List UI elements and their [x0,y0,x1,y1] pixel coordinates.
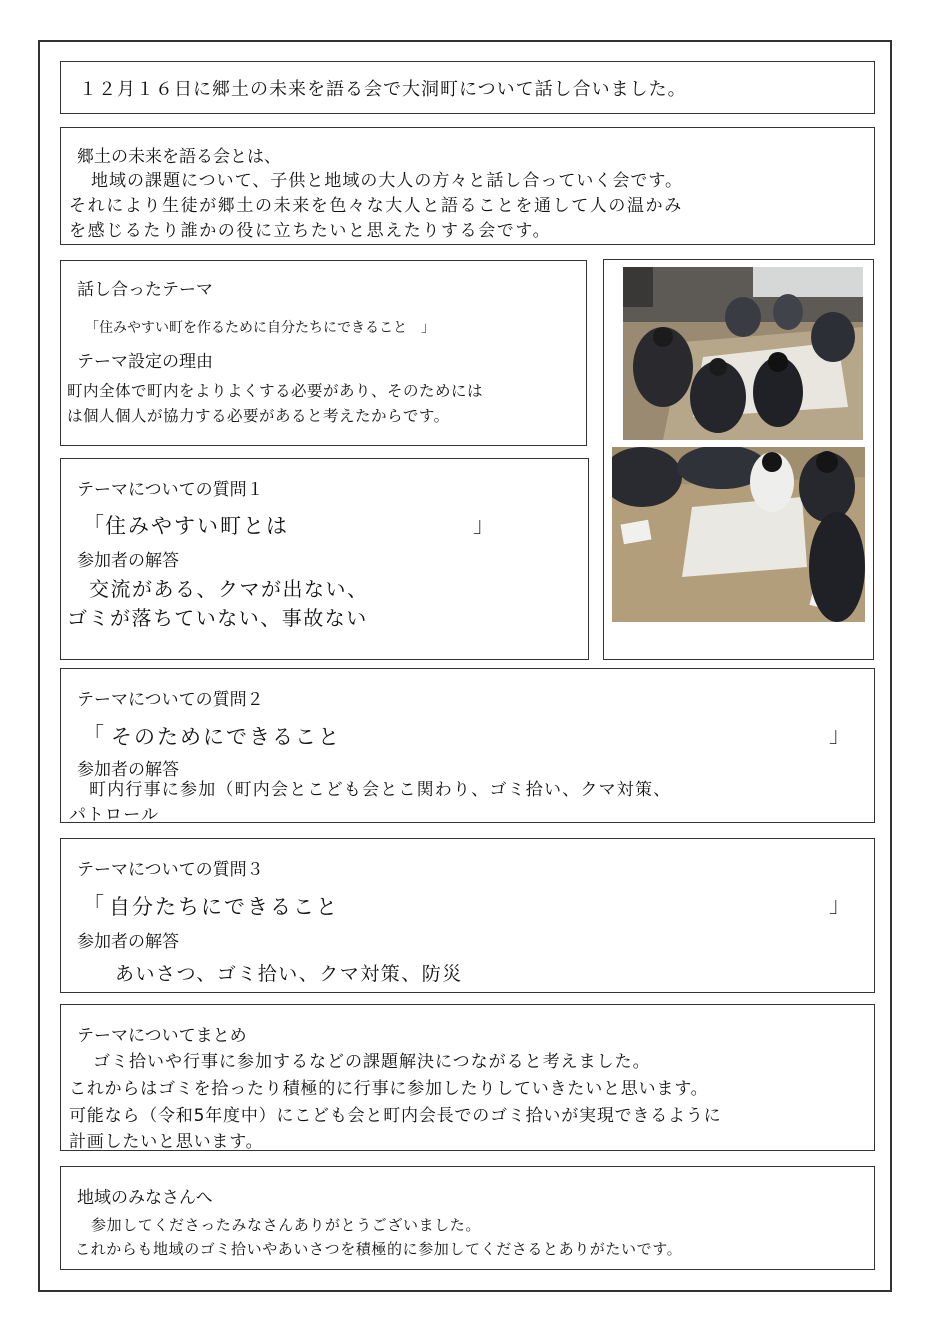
message-line-1: 参加してくださったみなさんありがとうございました。 [91,1216,482,1234]
question-2-label: テーマについての質問２ [77,690,264,710]
reason-label: テーマ設定の理由 [77,352,213,372]
theme-box [60,260,587,446]
intro-line-3: を感じるたり誰かの役に立ちたいと思えたりする会です。 [69,221,552,241]
question-1-box [60,458,589,660]
question-2-text: そのためにできること [111,725,341,749]
question-1-open-bracket: 「 [83,513,106,537]
summary-line-4: 計画したいと思います。 [69,1132,264,1152]
intro-line-1: 地域の課題について、子供と地域の大人の方々と話し合っていく会です。 [91,171,683,191]
question-3-answer-label: 参加者の解答 [77,932,179,952]
discussion-photo-2 [612,447,865,622]
message-box [60,1166,875,1270]
question-1-close-bracket: 」 [473,513,496,537]
question-1-label: テーマについての質問１ [77,480,264,500]
message-label: 地域のみなさんへ [77,1188,213,1208]
question-2-answer-line-1: 町内行事に参加（町内会とこども会とこ関わり、ゴミ拾い、クマ対策、 [89,780,672,800]
question-3-box [60,838,875,993]
summary-line-1: ゴミ拾いや行事に参加するなどの課題解決につながると考えました。 [93,1052,651,1072]
question-3-open-bracket: 「 [83,893,106,917]
question-1-answer-line-1: 交流がある、クマが出ない、 [89,577,369,601]
page-title: １２月１６日に郷土の未来を語る会で大洞町について話し合いました。 [79,79,687,100]
discussion-photo-1 [623,267,863,440]
question-2-answer-line-2: パトロール [69,805,160,825]
header-box [60,61,875,114]
message-line-2: これからも地域のゴミ拾いやあいさつを積極的に参加してくださるとありがたいです。 [75,1240,683,1258]
summary-line-2: これからはゴミを拾ったり積極的に行事に参加したりしていきたいと思います。 [69,1079,709,1099]
question-3-label: テーマについての質問３ [77,860,264,880]
intro-box [60,127,875,245]
question-1-answer-line-2: ゴミが落ちていない、事故ない [67,606,368,630]
question-3-answer-line-1: あいさつ、ゴミ拾い、クマ対策、防災 [115,963,463,985]
summary-line-3: 可能なら（令和5年度中）にこども会と町内会長でのゴミ拾いが実現できるように [69,1106,722,1126]
question-1-text: 住みやすい町とは [105,514,289,538]
question-2-open-bracket: 「 [83,723,106,747]
reason-line-1: 町内全体で町内をよりよくする必要があり、そのためには [67,382,484,400]
reason-line-2: は個人個人が協力する必要があると考えたからです。 [67,407,450,425]
question-2-answer-label: 参加者の解答 [77,760,179,780]
question-3-text: 自分たちにできること [109,895,339,919]
intro-heading: 郷土の未来を語る会とは、 [77,147,281,167]
summary-box [60,1004,875,1151]
intro-line-2: それにより生徒が郷土の未来を色々な大人と語ることを通して人の温かみ [69,196,683,216]
question-2-box [60,668,875,823]
theme-value: 「住みやすい町を作るために自分たちにできること 」 [85,320,435,336]
question-3-close-bracket: 」 [829,893,852,917]
question-2-close-bracket: 」 [829,723,852,747]
summary-label: テーマについてまとめ [77,1026,247,1046]
theme-label: 話し合ったテーマ [77,280,213,300]
question-1-answer-label: 参加者の解答 [77,551,179,571]
